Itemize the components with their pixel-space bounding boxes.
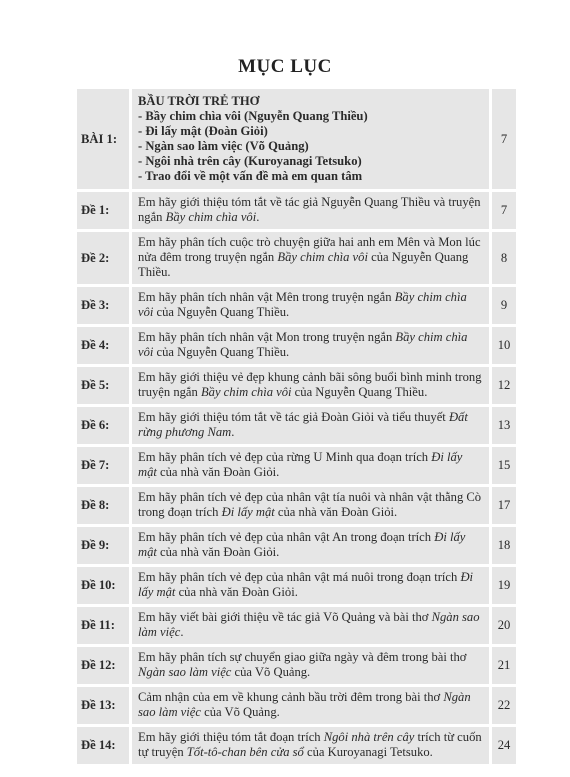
exercise-label: Đề 9: [77,527,129,564]
exercise-text: Cảm nhận của em về khung cảnh bầu trời đêm trong bài thơ [138,690,444,704]
lesson-item: - Ngôi nhà trên cây (Kuroyanagi Tetsuko) [138,154,362,168]
page-number: 8 [489,232,516,284]
exercise-label: Đề 14: [77,727,129,764]
exercise-text: Em hãy phân tích vẻ đẹp của nhân vật An trong đoạn trích [138,530,435,544]
table-of-contents [77,86,516,767]
exercise-text: . [231,425,235,439]
toc-row [77,327,516,364]
exercise-label: Đề 11: [77,607,129,644]
lesson-label: BÀI 1: [77,89,129,189]
exercise-label: Đề 10: [77,567,129,604]
page-number: 15 [489,447,516,484]
exercise-text: Em hãy giới thiệu tóm tắt đoạn trích [138,730,324,744]
exercise-text: Em hãy phân tích vẻ đẹp của nhân vật má nuôi trong đoạn trích [138,570,461,584]
exercise-description [129,687,489,724]
page-number: 13 [489,407,516,444]
exercise-text: Em hãy phân tích cuộc trò chuyện giữa hai anh em Mên và Mon lúc nửa đêm trong truyện ngắn [138,235,481,264]
toc-row [77,407,516,444]
lesson-item: - Trao đổi về một vấn đề mà em quan tâm [138,169,363,183]
exercise-description [129,327,489,364]
page-number: 19 [489,567,516,604]
lesson-heading: BẦU TRỜI TRẺ THƠ [138,94,260,108]
exercise-description [129,567,489,604]
exercise-text: Em hãy phân tích vẻ đẹp của rừng U Minh qua đoạn trích [138,450,432,464]
page-number: 9 [489,287,516,324]
work-title: Đất rừng phương Nam [138,410,468,439]
exercise-label: Đề 1: [77,192,129,229]
exercise-description [129,527,489,564]
toc-row [77,447,516,484]
toc-row [77,647,516,684]
work-title: Ngàn sao làm việc [138,665,232,679]
toc-row [77,727,516,764]
exercise-label: Đề 8: [77,487,129,524]
work-title: Đi lấy mật [138,530,466,559]
page-title: MỤC LỤC [238,56,332,77]
exercise-text: của Võ Quảng. [231,665,311,679]
exercise-label: Đề 4: [77,327,129,364]
exercise-text: của Nguyễn Quang Thiều. [153,345,290,359]
exercise-label: Đề 12: [77,647,129,684]
work-title: Đi lấy mật [138,570,474,599]
exercise-text: Em hãy phân tích nhân vật Mên trong truyện ngắn [138,290,395,304]
work-title: Đi lấy mật [221,505,275,519]
exercise-label: Đề 13: [77,687,129,724]
page-number: 7 [489,192,516,229]
work-title: Bầy chim chìa vôi [138,290,467,319]
work-title: Ngôi nhà trên cây [323,730,415,744]
toc-row [77,607,516,644]
exercise-text: Em hãy giới thiệu tóm tắt về tác giả Nguyễn Quang Thiều và truyện ngắn [138,195,481,224]
lesson-description [129,89,489,189]
work-title: Bầy chim chìa vôi [138,330,468,359]
exercise-description [129,232,489,284]
toc-row [77,567,516,604]
exercise-text: của nhà văn Đoàn Giỏi. [175,585,298,599]
exercise-label: Đề 6: [77,407,129,444]
work-title: Đi lấy mật [138,450,463,479]
work-title: Ngàn sao làm việc [138,690,471,719]
exercise-label: Đề 2: [77,232,129,284]
page-number: 10 [489,327,516,364]
page-number: 21 [489,647,516,684]
exercise-text: của Nguyễn Quang Thiều. [138,250,469,279]
exercise-description [129,447,489,484]
exercise-description [129,287,489,324]
exercise-text: Em hãy phân tích sự chuyển giao giữa ngày và đêm trong bài thơ [138,650,467,664]
work-title: Tốt-tô-chan bên cửa sổ [186,745,304,759]
page-number: 12 [489,367,516,404]
exercise-text: Em hãy giới thiệu tóm tắt về tác giả Đoàn Giỏi và tiểu thuyết [138,410,449,424]
page-number: 17 [489,487,516,524]
toc-row [77,527,516,564]
work-title: Bầy chim chìa vôi [200,385,292,399]
lesson-item: - Ngàn sao làm việc (Võ Quảng) [138,139,309,153]
exercise-description [129,192,489,229]
exercise-description [129,647,489,684]
exercise-text: . [256,210,260,224]
exercise-label: Đề 5: [77,367,129,404]
exercise-text: Em hãy phân tích nhân vật Mon trong truyện ngắn [138,330,396,344]
toc-row [77,487,516,524]
lesson-item: - Đi lấy mật (Đoàn Giỏi) [138,124,268,138]
toc-row [77,687,516,724]
exercise-text: Em hãy phân tích vẻ đẹp của nhân vật tía nuôi và nhân vật thằng Cò trong đoạn trích [138,490,482,519]
toc-row [77,192,516,229]
exercise-text: của nhà văn Đoàn Giỏi. [274,505,398,519]
exercise-description [129,607,489,644]
exercise-label: Đề 7: [77,447,129,484]
work-title: Bầy chim chìa vôi [277,250,368,264]
exercise-text: Em hãy viết bài giới thiệu về tác giả Võ Quảng và bài thơ [138,610,432,624]
toc-row [77,232,516,284]
exercise-text: của Võ Quảng. [200,705,280,719]
exercise-text: Em hãy giới thiệu vẻ đẹp khung cảnh bãi sông buổi bình minh trong truyện ngắn [138,370,482,399]
lesson-page-number: 7 [489,89,516,189]
toc-row [77,367,516,404]
exercise-description [129,407,489,444]
page-number: 20 [489,607,516,644]
exercise-text: của nhà văn Đoàn Giỏi. [156,545,280,559]
exercise-description [129,487,489,524]
exercise-text: của Kuroyanagi Tetsuko. [303,745,433,759]
page-number: 18 [489,527,516,564]
lesson-item: - Bầy chim chìa vôi (Nguyễn Quang Thiều) [138,109,368,123]
exercise-text: của Nguyễn Quang Thiều. [291,385,428,399]
exercise-text: . [180,625,184,639]
exercise-description [129,727,489,764]
exercise-text: trích từ cuốn tự truyện [138,730,482,759]
lesson-row [77,89,516,189]
toc-row [77,287,516,324]
exercise-text: của nhà văn Đoàn Giỏi. [156,465,280,479]
work-title: Bầy chim chìa vôi [165,210,257,224]
work-title: Ngàn sao làm việc [138,610,480,639]
exercise-text: của Nguyễn Quang Thiều. [153,305,290,319]
page-number: 24 [489,727,516,764]
page-number: 22 [489,687,516,724]
exercise-label: Đề 3: [77,287,129,324]
exercise-description [129,367,489,404]
